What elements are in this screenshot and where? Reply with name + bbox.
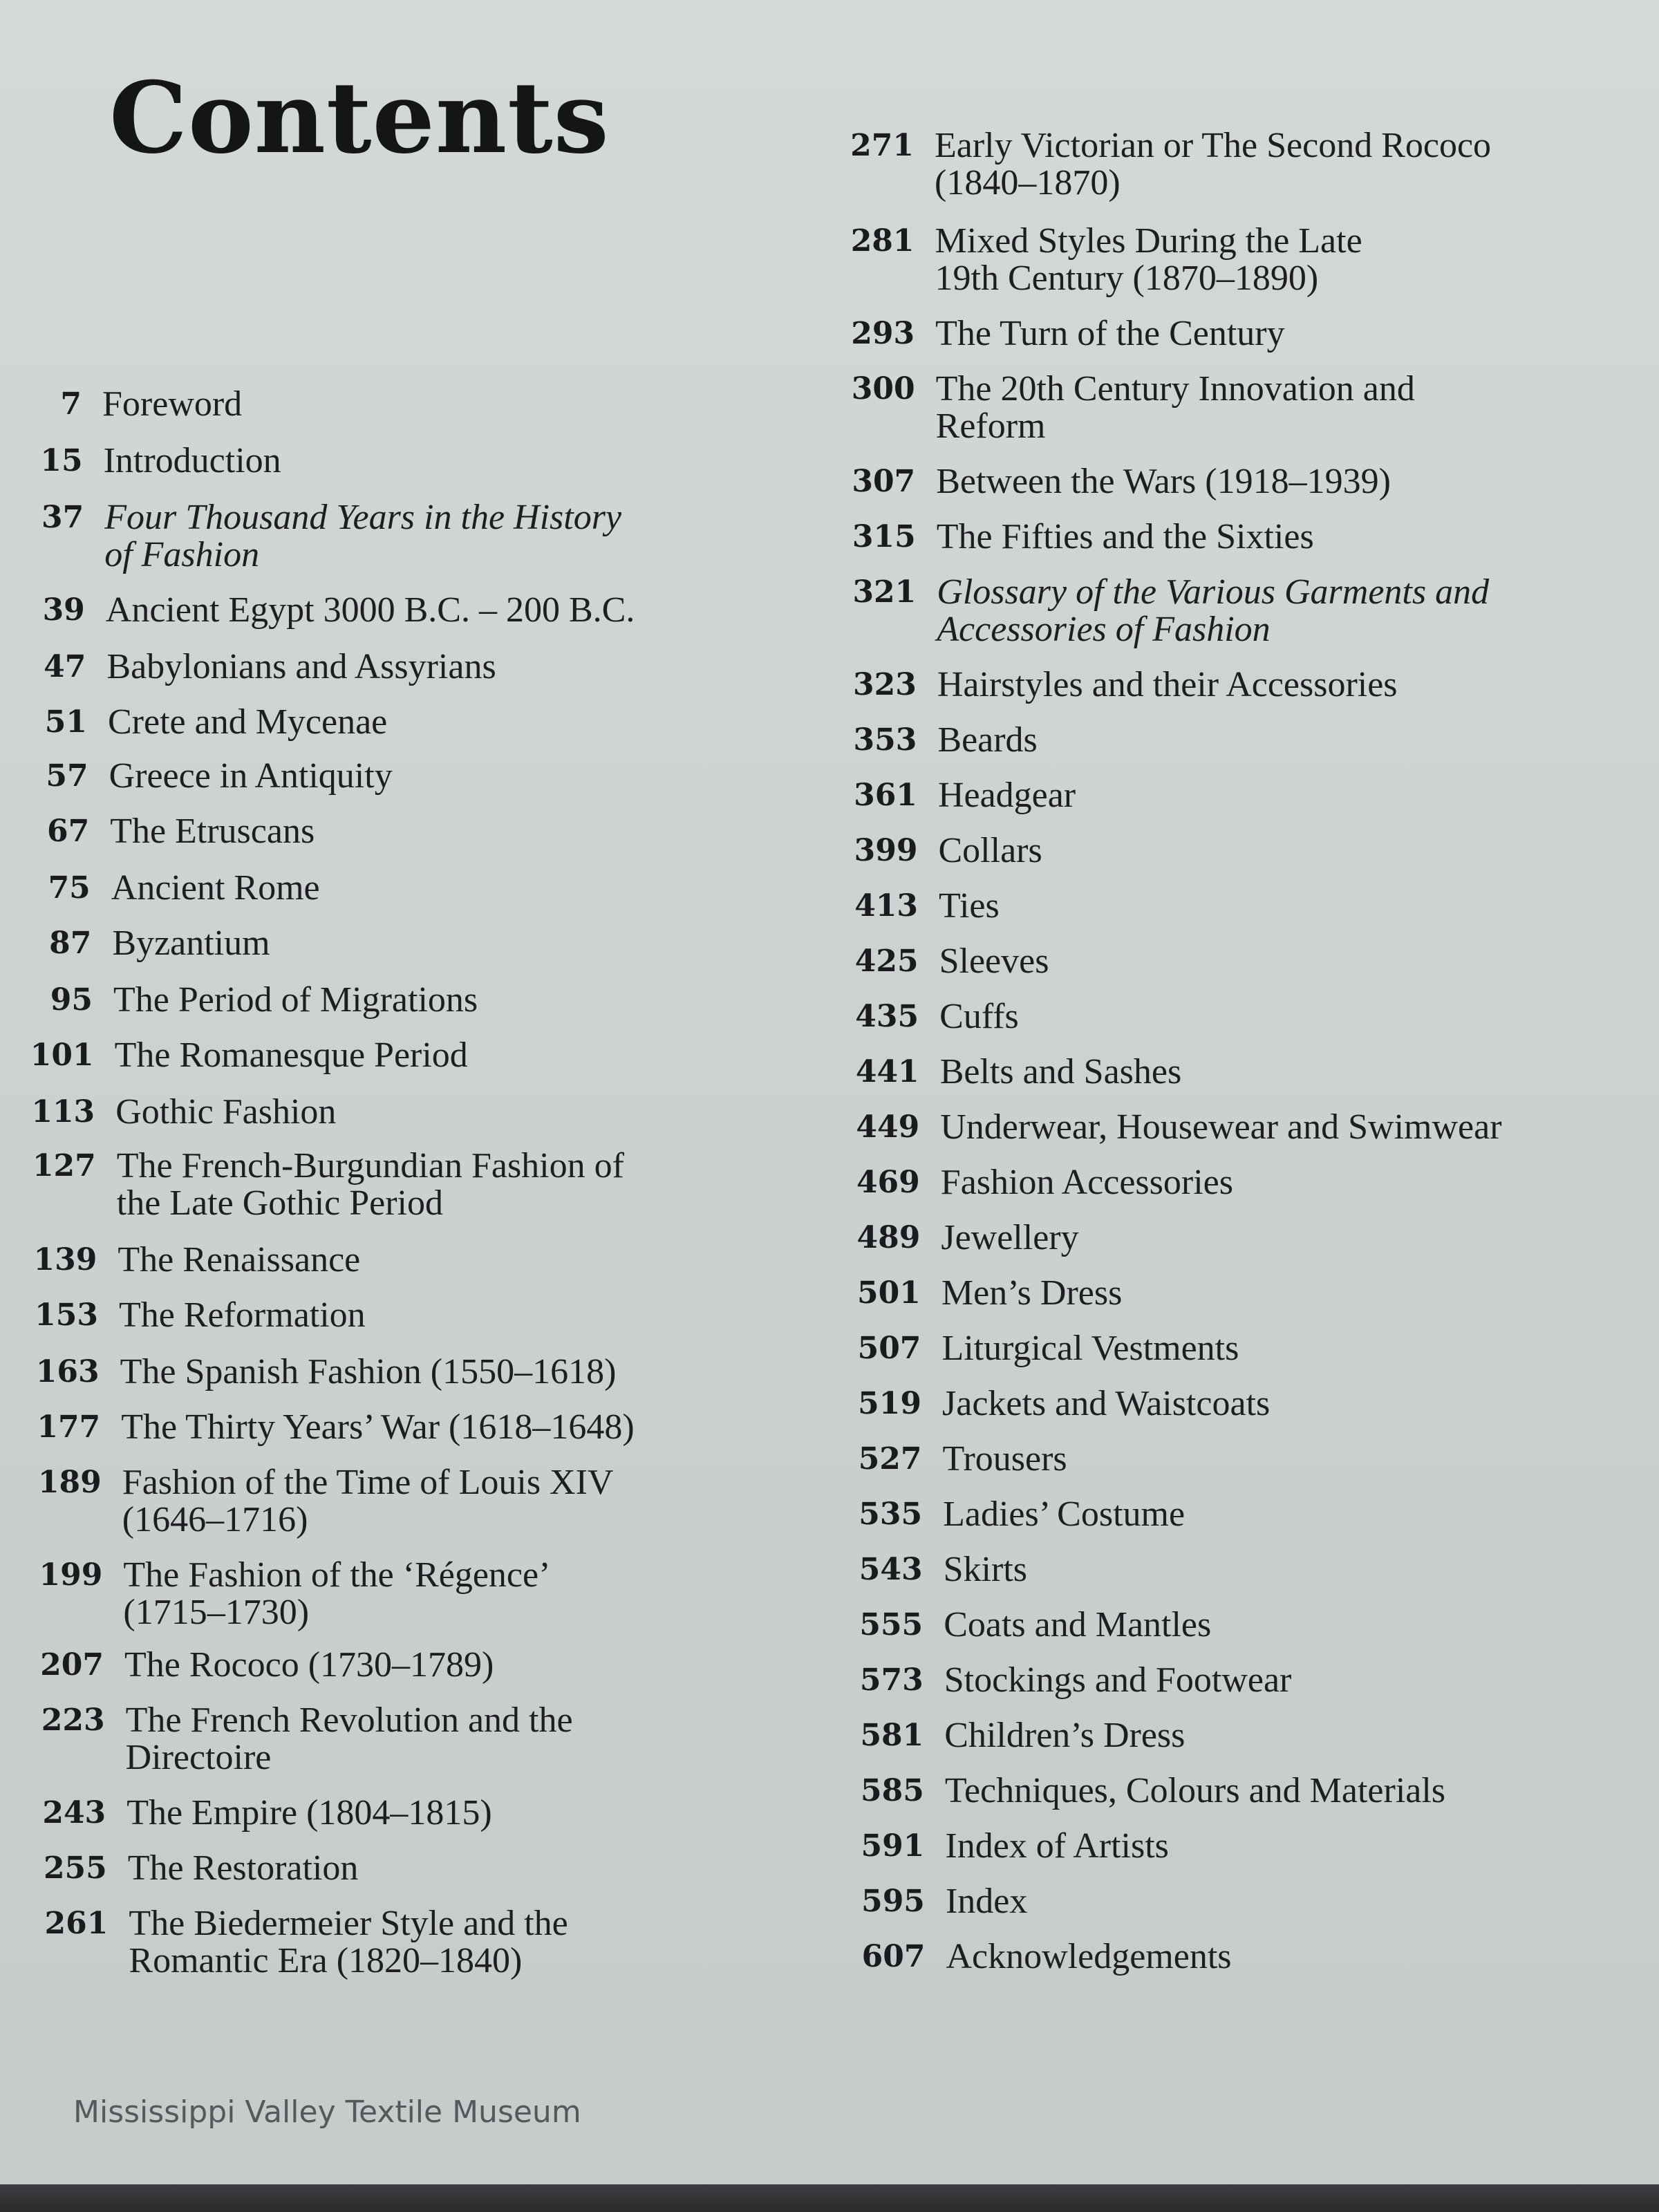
toc-page-number: 261 [44, 1906, 109, 1941]
toc-page-number: 489 [856, 1220, 921, 1255]
toc-page-number: 315 [852, 519, 916, 554]
toc-entry-title-line: The Romanesque Period [114, 1035, 468, 1075]
toc-page-number: 293 [851, 316, 915, 351]
toc-entry-title-line: Ancient Rome [111, 868, 320, 908]
toc-entry-title-line: Beards [937, 720, 1038, 760]
toc-entry-title-line: Romantic Era (1820–1840) [129, 1941, 523, 1980]
toc-page-number: 87 [49, 926, 92, 961]
toc-entry-title [937, 518, 1628, 556]
toc-page-number: 281 [850, 223, 915, 259]
toc-page-number: 307 [852, 464, 916, 499]
toc-page-number: 101 [30, 1038, 94, 1073]
toc-entry-title-line: The Biedermeier Style and the [129, 1904, 568, 1943]
toc-entry-title-line: Crete and Mycenae [108, 702, 388, 742]
toc-entry-title [123, 1557, 814, 1631]
toc-entry-title-line: (1715–1730) [123, 1593, 310, 1632]
toc-entry-title [941, 1330, 1633, 1367]
toc-entry-title-line: Belts and Sashes [939, 1052, 1182, 1091]
toc-entry-title [128, 1850, 819, 1887]
toc-page-number: 607 [861, 1939, 926, 1974]
toc-page-number: 353 [853, 722, 917, 758]
toc-page-number: 177 [37, 1409, 101, 1445]
toc-entry [856, 1938, 1548, 2028]
page-bottom-edge [0, 2184, 1659, 2212]
toc-entry-title-line: Directoire [125, 1738, 272, 1777]
toc-entry-title [943, 1441, 1634, 1478]
toc-page-number: 199 [39, 1557, 103, 1593]
toc-entry-title-line: The French-Burgundian Fashion of [116, 1146, 624, 1185]
toc-entry-title [944, 1662, 1635, 1699]
toc-page-number: 501 [857, 1275, 921, 1311]
toc-entry-title-line: Reform [935, 406, 1046, 446]
toc-entry-title-line: Early Victorian or The Second Rococo [935, 126, 1492, 165]
toc-page-number: 535 [859, 1497, 923, 1532]
toc-entry-title-line: The Fifties and the Sixties [936, 517, 1314, 556]
toc-entry-title [944, 1551, 1635, 1588]
toc-entry-title-line: Babylonians and Assyrians [106, 647, 496, 686]
toc-entry-title [937, 574, 1628, 648]
toc-entry [847, 574, 1538, 664]
toc-entry-title-line: Fashion of the Time of Louis XIV [122, 1463, 614, 1502]
toc-page-number: 321 [852, 574, 917, 610]
toc-entry-title-line: Four Thousand Years in the History [104, 498, 622, 537]
toc-page-number: 271 [850, 128, 914, 163]
toc-entry-title [115, 1037, 806, 1074]
toc-entry-title-line: Men’s Dress [941, 1273, 1123, 1313]
toc-page-number: 585 [860, 1773, 924, 1808]
toc-entry-title-line: The Rococo (1730–1789) [124, 1645, 494, 1685]
toc-entry [845, 127, 1536, 217]
toc-entry-title [943, 1496, 1634, 1533]
toc-page-number: 163 [35, 1354, 100, 1389]
toc-entry-title [939, 832, 1630, 870]
toc-page-number: 243 [42, 1795, 106, 1830]
toc-entry-title [115, 1094, 807, 1131]
toc-entry-title-line: Jewellery [941, 1218, 1079, 1257]
toc-page-number: 413 [854, 888, 919, 924]
toc-entry-title [944, 1717, 1635, 1754]
toc-page-number: 75 [48, 870, 91, 906]
toc-entry-title [941, 1219, 1632, 1257]
toc-entry-title [124, 1647, 816, 1684]
toc-entry-title [110, 813, 801, 850]
toc-entry-title [946, 1938, 1638, 1976]
toc-entry-title [937, 722, 1629, 759]
toc-entry-title-line: Coats and Mantles [944, 1605, 1212, 1644]
toc-entry-title-line: The Renaissance [118, 1240, 361, 1280]
toc-entry-title-line: The 20th Century Innovation and [935, 369, 1415, 409]
toc-page-number: 573 [859, 1662, 924, 1698]
toc-entry-title [121, 1409, 812, 1446]
toc-page-number: 469 [856, 1165, 920, 1200]
toc-page-number: 153 [35, 1297, 98, 1333]
toc-page-number: 7 [60, 386, 82, 422]
toc-entry-title-line: Accessories of Fashion [937, 610, 1271, 649]
toc-entry-title-line: The Spanish Fashion (1550–1618) [120, 1352, 617, 1391]
toc-entry-title [126, 1702, 817, 1777]
toc-entry-title [941, 1275, 1633, 1312]
toc-page-number: 591 [861, 1828, 925, 1864]
toc-entry-title-line: Greece in Antiquity [109, 756, 393, 796]
toc-entry-title-line: The Reformation [119, 1295, 366, 1335]
toc-entry-title [119, 1297, 810, 1334]
toc-page-number: 527 [858, 1441, 922, 1477]
watermark-text: Mississippi Valley Textile Museum [73, 2094, 581, 2130]
toc-entry-title-line: The Fashion of the ‘Régence’ [123, 1555, 551, 1595]
toc-page-number: 555 [859, 1607, 924, 1642]
toc-entry-title [126, 1794, 818, 1832]
toc-page-number: 37 [41, 500, 84, 535]
toc-entry-title [129, 1905, 820, 1980]
toc-entry-title-line: Gothic Fashion [115, 1092, 337, 1132]
toc-page-number: 57 [46, 758, 88, 794]
toc-page-number: 139 [33, 1242, 97, 1277]
toc-entry-title [937, 666, 1629, 704]
toc-entry-title [935, 315, 1627, 353]
toc-entry-title [936, 371, 1627, 445]
toc-entry-title [120, 1353, 812, 1391]
toc-entry-title [106, 648, 798, 686]
toc-entry-title [102, 386, 794, 423]
toc-entry-title-line: Jackets and Waistcoats [942, 1384, 1271, 1423]
toc-page-number: 47 [44, 649, 86, 684]
toc-entry [846, 371, 1537, 460]
toc-entry [27, 1147, 718, 1237]
toc-entry-title [109, 758, 800, 795]
toc-page-number: 15 [40, 443, 83, 478]
toc-entry-title [111, 870, 803, 907]
toc-page-number: 207 [40, 1647, 104, 1683]
toc-page-number: 595 [861, 1884, 925, 1919]
toc-entry-title-line: 19th Century (1870–1890) [935, 259, 1319, 298]
toc-entry-title-line: Hairstyles and their Accessories [937, 665, 1398, 704]
toc-entry-title [940, 1109, 1631, 1146]
toc-page-number: 67 [46, 814, 90, 849]
toc-entry-title [938, 777, 1629, 814]
toc-entry-title-line: The French Revolution and the [125, 1700, 573, 1740]
toc-entry-title-line: Underwear, Housewear and Swimwear [940, 1107, 1502, 1147]
toc-entry-title-line: The Thirty Years’ War (1618–1648) [121, 1407, 635, 1447]
toc-entry-title [946, 1883, 1637, 1920]
toc-page-number: 51 [44, 704, 87, 740]
toc-entry-title-line: Sleeves [939, 941, 1049, 981]
toc-entry [39, 1905, 730, 1995]
toc-entry [15, 499, 706, 589]
toc-entry-title-line: Glossary of the Various Garments and [937, 572, 1490, 612]
toc-page-number: 113 [31, 1094, 95, 1130]
toc-entry-title [112, 925, 803, 962]
toc-entry-title-line: Acknowledgements [946, 1937, 1232, 1976]
toc-page-number: 441 [855, 1054, 919, 1089]
toc-entry-title-line: Index of Artists [945, 1826, 1169, 1866]
toc-page-number: 127 [32, 1148, 96, 1183]
toc-entry-title-line: Children’s Dress [944, 1716, 1185, 1755]
toc-entry [32, 1464, 724, 1554]
toc-entry-title [122, 1464, 814, 1539]
toc-entry-title-line: Headgear [937, 776, 1076, 815]
toc-entry-title-line: Skirts [943, 1550, 1028, 1589]
toc-entry-title [108, 704, 799, 741]
toc-entry-title-line: Liturgical Vestments [941, 1329, 1239, 1368]
toc-entry-title [942, 1385, 1633, 1423]
toc-page-number: 95 [50, 982, 93, 1018]
toc-entry-title-line: Ladies’ Costume [943, 1494, 1185, 1534]
toc-entry-title [945, 1772, 1636, 1810]
toc-entry [845, 223, 1537, 312]
toc-page-number: 449 [856, 1109, 920, 1145]
toc-entry-title [104, 499, 796, 574]
toc-entry-title-line: Foreword [102, 384, 243, 424]
toc-entry-title [945, 1828, 1636, 1865]
toc-entry-title-line: The Turn of the Century [935, 314, 1285, 353]
toc-entry-title [939, 943, 1631, 980]
toc-entry-title-line: The Period of Migrations [113, 980, 478, 1020]
page-title: Contents [109, 61, 610, 176]
toc-entry [36, 1702, 727, 1792]
toc-entry [33, 1557, 724, 1647]
toc-entry-title-line: of Fashion [104, 535, 260, 574]
toc-entry-title-line: The Empire (1804–1815) [126, 1793, 492, 1833]
toc-entry-title-line: Stockings and Footwear [944, 1660, 1292, 1700]
toc-entry-title-line: Introduction [103, 441, 281, 480]
toc-entry-title-line: (1646–1716) [122, 1500, 308, 1539]
toc-page-number: 323 [852, 667, 917, 702]
toc-page-number: 39 [42, 592, 85, 628]
toc-entry-title-line: Cuffs [939, 997, 1019, 1036]
toc-entry-title [935, 127, 1626, 202]
toc-page-number: 255 [43, 1850, 107, 1886]
toc-entry-title-line: Collars [938, 831, 1042, 870]
toc-entry-title [939, 888, 1630, 925]
toc-page-number: 543 [859, 1552, 923, 1587]
toc-page-number: 425 [854, 944, 919, 979]
toc-entry-title-line: Mixed Styles During the Late [935, 221, 1362, 261]
toc-page-number: 519 [858, 1386, 921, 1421]
toc-entry-title [104, 442, 795, 480]
toc-page-number: 361 [854, 778, 917, 813]
toc-entry-title-line: Fashion Accessories [940, 1163, 1233, 1202]
toc-entry-title [936, 463, 1627, 500]
toc-entry-title-line: Trousers [942, 1439, 1067, 1479]
toc-entry-title-line: Ancient Egypt 3000 B.C. – 200 B.C. [105, 590, 635, 630]
toc-entry-title-line: Byzantium [112, 924, 270, 963]
toc-entry-title-line: the Late Gothic Period [116, 1183, 443, 1223]
toc-page-number: 507 [857, 1331, 921, 1366]
toc-entry-title [944, 1606, 1635, 1644]
toc-page-number: 435 [855, 999, 919, 1034]
toc-entry-title [113, 982, 805, 1019]
toc-entry-title-line: (1840–1870) [935, 163, 1121, 203]
toc-page-number: 300 [851, 371, 915, 406]
toc-entry-title [117, 1147, 808, 1222]
toc-entry-title-line: Techniques, Colours and Materials [944, 1771, 1446, 1810]
toc-entry-title [118, 1241, 809, 1279]
toc-page-number: 223 [41, 1703, 105, 1738]
toc-entry-title-line: Index [945, 1882, 1028, 1921]
toc-entry-title [939, 998, 1631, 1035]
toc-page-number: 189 [37, 1465, 102, 1500]
toc-entry-title [935, 223, 1627, 297]
toc-entry-title [940, 1053, 1631, 1091]
toc-page-number: 399 [854, 833, 918, 868]
toc-entry-title-line: Between the Wars (1918–1939) [936, 462, 1391, 501]
toc-entry-title-line: The Etruscans [110, 812, 315, 851]
toc-entry-title [941, 1164, 1632, 1201]
toc-entry-title [106, 592, 797, 629]
toc-page-number: 581 [860, 1718, 924, 1753]
toc-entry-title-line: The Restoration [127, 1848, 359, 1888]
toc-entry-title-line: Ties [939, 886, 1000, 926]
